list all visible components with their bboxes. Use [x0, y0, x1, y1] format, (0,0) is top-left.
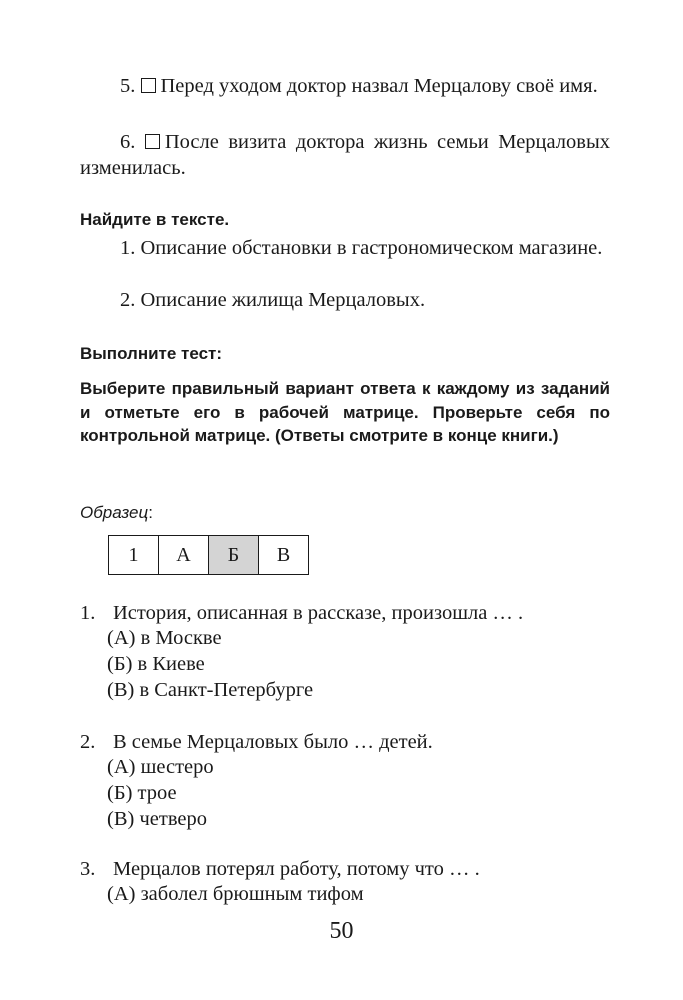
question-3-text: Мерцалов потерял работу, потому что … .: [113, 858, 480, 880]
page-number: 50: [329, 918, 354, 944]
sample-matrix-number: 1: [109, 536, 159, 575]
sample-label-text: Образец: [80, 503, 149, 522]
question-2-number: 2.: [80, 731, 96, 753]
question-3-number: 3.: [80, 858, 96, 880]
test-instructions: Выберите правильный вариант ответа к каждому из заданий и отметьте его в рабочей матрице. Проверьте себя по контрольной матрице. (Ответы смотрите в конце книги.): [80, 379, 610, 445]
find-item-2: 2. Описание жилища Мерцаловых.: [120, 289, 426, 311]
question-1-text: История, описанная в рассказе, произошла … .: [113, 602, 524, 624]
statement-6-number: 6.: [120, 131, 136, 153]
sample-matrix-option-a: А: [159, 536, 209, 575]
find-heading: Найдите в тексте.: [80, 210, 230, 229]
sample-matrix: [108, 535, 309, 575]
question-2-text: В семье Мерцаловых было … детей.: [113, 731, 433, 753]
question-1-option-b: (Б) в Киеве: [107, 653, 205, 675]
checkbox-icon[interactable]: [145, 134, 160, 149]
question-1-option-v: (В) в Санкт-Петербурге: [107, 679, 314, 701]
test-heading: Выполните тест:: [80, 344, 223, 363]
statement-5-text: Перед уходом доктор назвал Мерцалову своё имя.: [160, 75, 598, 97]
find-item-1: 1. Описание обстановки в гастрономическом магазине.: [120, 237, 603, 259]
question-3-option-a: (А) заболел брюшным тифом: [107, 883, 364, 905]
sample-matrix-option-b-selected: Б: [209, 536, 259, 575]
sample-matrix-option-v: В: [259, 536, 309, 575]
question-1-number: 1.: [80, 602, 96, 624]
statement-5: [80, 73, 610, 99]
statement-6: [80, 129, 610, 181]
sample-label-colon: :: [148, 503, 153, 522]
statement-6-text: После визита доктора жизнь семьи Мерцаловых изменилась.: [80, 131, 610, 179]
sample-label: [80, 501, 610, 524]
question-2-option-a: (А) шестеро: [107, 756, 214, 778]
question-2-option-v: (В) четверо: [107, 808, 207, 830]
checkbox-icon[interactable]: [141, 78, 156, 93]
question-1-option-a: (А) в Москве: [107, 627, 222, 649]
question-2-option-b: (Б) трое: [107, 782, 177, 804]
statement-5-number: 5.: [120, 75, 136, 97]
